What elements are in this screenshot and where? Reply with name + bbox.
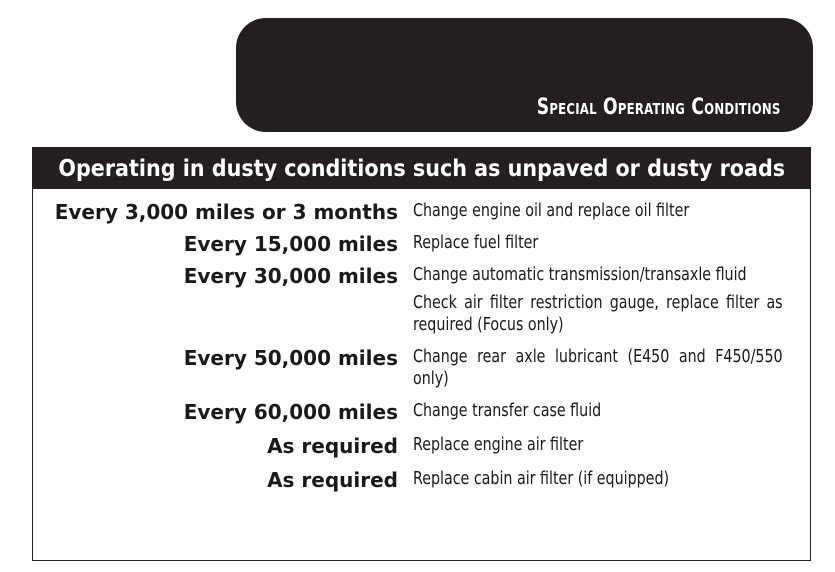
task-text: Change engine oil and replace oil filter	[413, 200, 690, 221]
table-row	[33, 468, 810, 492]
interval-label: Every 50,000 miles	[183, 346, 398, 370]
interval-label: As required	[267, 468, 398, 492]
interval-label: Every 15,000 miles	[183, 232, 398, 256]
section-title: Special Operating Conditions	[537, 95, 781, 120]
interval-label: As required	[267, 434, 398, 458]
task-list	[413, 232, 783, 254]
task-text: Replace fuel filter	[413, 232, 539, 253]
section-tab	[236, 18, 813, 132]
table-row	[33, 346, 810, 390]
task-text: Check air filter restriction gauge, replace filter as required (Focus only)	[413, 292, 783, 335]
interval-label: Every 30,000 miles	[183, 264, 398, 288]
task-list	[413, 468, 783, 490]
table-rows	[33, 200, 810, 492]
task-text: Change transfer case fluid	[413, 400, 602, 421]
task-text: Replace cabin air filter (if equipped)	[413, 468, 670, 489]
table-row	[33, 232, 810, 256]
table-row	[33, 400, 810, 424]
table-header	[33, 148, 810, 189]
task-text: Replace engine air filter	[413, 434, 584, 455]
interval-label: Every 60,000 miles	[183, 400, 398, 424]
task-list	[413, 200, 783, 222]
task-text: Change automatic transmission/transaxle fluid	[413, 264, 747, 285]
task-list	[413, 346, 783, 390]
interval-label: Every 3,000 miles or 3 months	[54, 200, 398, 224]
task-text: Change rear axle lubricant (E450 and F450/550 only)	[413, 346, 783, 389]
task-list	[413, 264, 783, 336]
table-row	[33, 200, 810, 224]
task-list	[413, 434, 783, 456]
task-list	[413, 400, 783, 422]
table-header-text: Operating in dusty conditions such as unpaved or dusty roads	[58, 155, 785, 182]
table-row	[33, 434, 810, 458]
table-row	[33, 264, 810, 336]
maintenance-table	[32, 147, 811, 561]
